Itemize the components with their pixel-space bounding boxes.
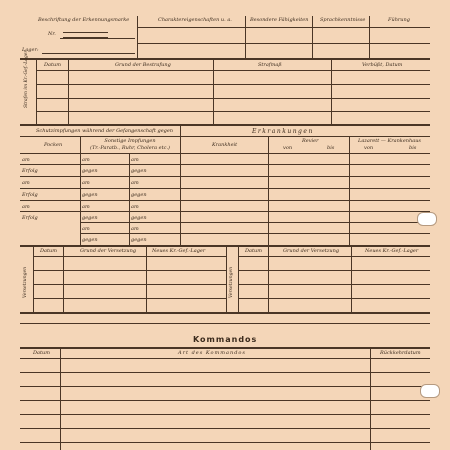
- imp-rule-2: [20, 176, 180, 177]
- vers-left-rule-2: [33, 284, 226, 285]
- erk-rule-2: [180, 176, 430, 177]
- row4-gegen2: gegen: [131, 192, 147, 198]
- row6-erfolg: Erfolg: [22, 215, 38, 221]
- row5-am: am: [22, 204, 30, 210]
- kom-rule-1: [20, 372, 430, 373]
- lager-line: [42, 53, 135, 54]
- revier-von: von: [283, 145, 293, 151]
- kom-rule-2: [20, 386, 430, 387]
- erk-bottom-rule: [20, 245, 430, 247]
- vers-left-neues: Neues Kr.-Gef.-Lager: [152, 248, 206, 254]
- strafen-row-3: [36, 111, 430, 112]
- erk-header-rule: [180, 153, 430, 154]
- vers-right-rule-1: [238, 270, 430, 271]
- kom-rule-3: [20, 400, 430, 401]
- header-rule-2: [137, 43, 430, 44]
- row6-gegen: gegen: [82, 215, 98, 221]
- kommandos-datum-label: Datum: [33, 350, 50, 356]
- strafen-grund-label: Grund der Bestrafung: [115, 62, 171, 68]
- impfungen-title: Schutzimpfungen während der Gefangenschaft gegen: [36, 128, 174, 134]
- erk-rule-1: [180, 164, 430, 165]
- strafen-verbuesst-label: Verbüßt, Datum: [362, 62, 403, 68]
- erk-rule-4: [180, 200, 430, 201]
- kommandos-title-rule: [20, 347, 430, 349]
- header-divider-2: [245, 16, 246, 58]
- header-charakter-label: Charaktereigenschaften u. a.: [158, 17, 232, 23]
- strafen-header-rule: [36, 70, 430, 71]
- vers-left-rule-3: [33, 298, 226, 299]
- header-rule-1: [137, 27, 430, 28]
- kommandos-rueckkehr-label: Rückkehrdatum: [380, 350, 421, 356]
- header-bottom-rule: [20, 58, 430, 60]
- row3-am: am: [22, 180, 30, 186]
- impfungen-title-rule: [20, 136, 180, 137]
- vers-right-rule-2: [238, 284, 430, 285]
- erkrankungen-title-rule: [180, 136, 430, 137]
- versetzungen-side-label-right: Versetzungen: [229, 266, 234, 298]
- row7-am2: am: [82, 226, 90, 232]
- strafen-side-label: Strafen im Kr.-Gef.-Lager: [24, 50, 29, 108]
- row5-am3: am: [131, 204, 139, 210]
- erkrankungen-krankheit-label: Krankheit: [212, 142, 238, 148]
- imp-rule-4: [20, 200, 180, 201]
- row3-am2: am: [82, 180, 90, 186]
- impfungen-sonstige-label: Sonstige Impfungen: [104, 138, 156, 144]
- header-sprache-label: Sprachkenntnisse: [320, 17, 366, 23]
- vers-right-rule-3: [238, 298, 430, 299]
- kommandos-title: Kommandos: [193, 335, 258, 344]
- row2-erfolg: Erfolg: [22, 168, 38, 174]
- kommandos-art-label: Art des Kommandos: [178, 350, 246, 356]
- impfungen-divider-2: [129, 153, 130, 245]
- imp-rule-5: [20, 211, 180, 212]
- vers-left-datum: Datum: [40, 248, 57, 254]
- kommandos-top-rule: [20, 323, 430, 324]
- row1-am3: am: [131, 157, 139, 163]
- vers-left-rule-1: [33, 270, 226, 271]
- strafen-datum-label: Datum: [44, 62, 61, 68]
- erkrankungen-title: Erkrankungen: [252, 128, 314, 135]
- header-divider-1: [137, 16, 138, 58]
- vers-left-header-rule: [33, 256, 226, 257]
- vers-left-grund: Grund der Versetzung: [80, 248, 137, 254]
- punch-hole-lower: [420, 384, 440, 398]
- row5-am2: am: [82, 204, 90, 210]
- lazarett-bis: bis: [409, 145, 417, 151]
- punch-hole-upper: [417, 212, 437, 226]
- impfungen-pocken-label: Pocken: [44, 142, 63, 148]
- row4-erfolg: Erfolg: [22, 192, 38, 198]
- strafen-strafmass-label: Strafmaß: [258, 62, 282, 68]
- header-divider-4: [369, 16, 370, 58]
- row6-gegen2: gegen: [131, 215, 147, 221]
- erkrankungen-revier-label: Revier: [302, 138, 319, 144]
- row7-am3: am: [131, 226, 139, 232]
- row8-gegen: gegen: [82, 237, 98, 243]
- strafen-row-1: [36, 84, 430, 85]
- nr-line: [60, 38, 135, 39]
- row1-am2: am: [82, 157, 90, 163]
- row3-am3: am: [131, 180, 139, 186]
- imp-rule-1: [20, 164, 180, 165]
- header-lager-label: Lager:: [22, 47, 39, 53]
- impfungen-sonstige-sub: (Tr.-Paratb., Ruhr, Cholera etc.): [90, 145, 170, 151]
- kom-rule-5: [20, 428, 430, 429]
- impfungen-header-rule: [20, 153, 180, 154]
- header-fuehrung-label: Führung: [388, 17, 410, 23]
- impfungen-right-divider: [180, 126, 181, 245]
- row2-gegen2: gegen: [131, 168, 147, 174]
- erk-rule-3: [180, 188, 430, 189]
- vers-mid-divider: [226, 247, 227, 312]
- lazarett-von: von: [364, 145, 374, 151]
- erk-rule-6: [180, 222, 430, 223]
- imp-rule-3: [20, 188, 180, 189]
- row1-am: am: [22, 157, 30, 163]
- kom-rule-6: [20, 442, 430, 443]
- strafen-row-2: [36, 98, 430, 99]
- kom-rule-4: [20, 414, 430, 415]
- revier-bis: bis: [327, 145, 335, 151]
- vers-right-grund: Grund der Versetzung: [283, 248, 340, 254]
- row4-gegen: gegen: [82, 192, 98, 198]
- vers-bottom-rule: [20, 312, 430, 314]
- erk-rule-5: [180, 211, 430, 212]
- erkrankungen-lazarett-label: Lazarett — Krankenhaus: [358, 138, 421, 144]
- vers-right-neues: Neues Kr.-Gef.-Lager: [365, 248, 419, 254]
- imp-rule-7: [80, 233, 180, 234]
- vers-right-header-rule: [238, 256, 430, 257]
- vers-right-datum: Datum: [245, 248, 262, 254]
- strafen-bottom-rule: [20, 124, 430, 126]
- header-faehigkeiten-label: Besondere Fähigkeiten: [250, 17, 309, 23]
- header-divider-3: [312, 16, 313, 58]
- header-erkennungsmarke-label: Beschriftung der Erkennungsmarke: [38, 17, 130, 23]
- kommandos-header-rule: [20, 358, 430, 359]
- row8-gegen2: gegen: [131, 237, 147, 243]
- header-nr-label: Nr.: [48, 31, 56, 37]
- imp-rule-6: [80, 222, 180, 223]
- row2-gegen: gegen: [82, 168, 98, 174]
- erk-rule-7: [180, 233, 430, 234]
- versetzungen-side-label-left: Versetzungen: [23, 266, 28, 298]
